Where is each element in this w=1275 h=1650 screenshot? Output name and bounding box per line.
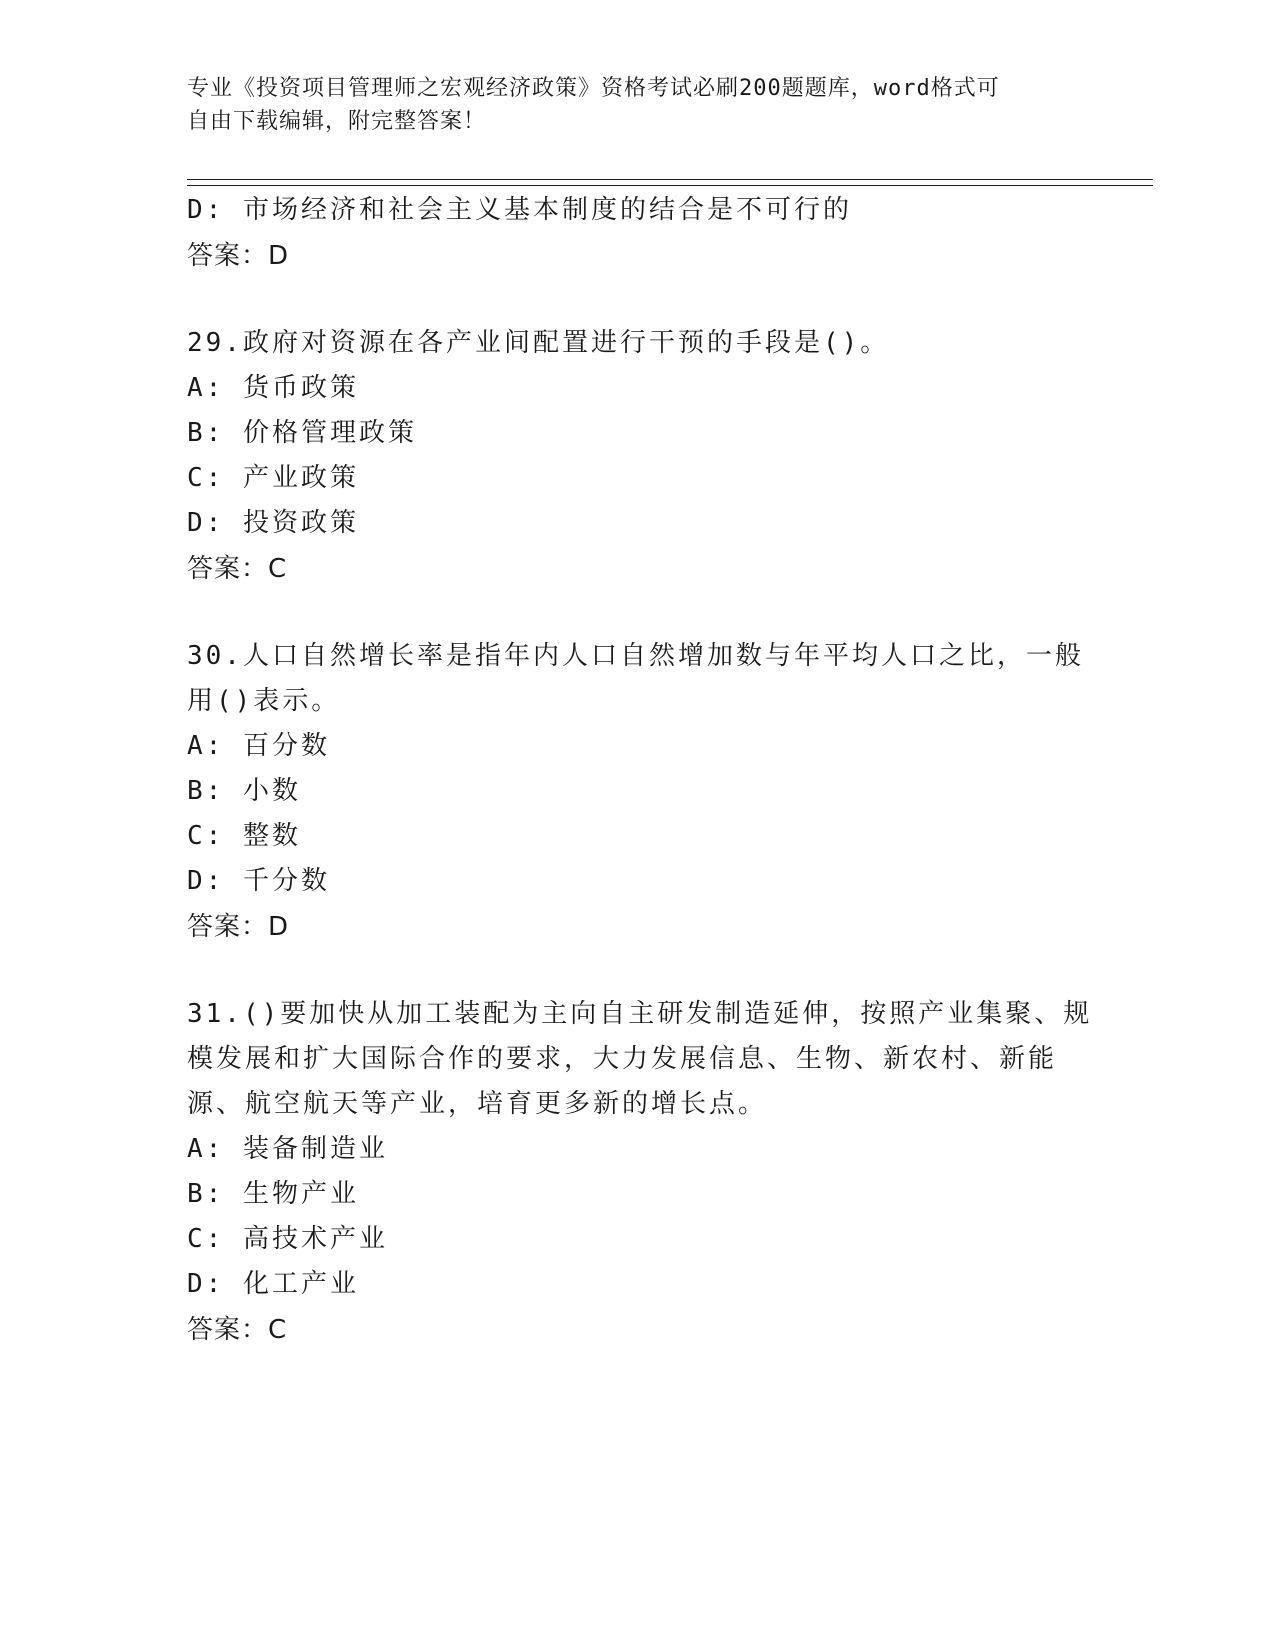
- option-b: B: 小数: [187, 776, 301, 806]
- option-b: B: 生物产业: [187, 1179, 359, 1209]
- header-line-1: 专业《投资项目管理师之宏观经济政策》资格考试必刷200题题库，word格式可: [187, 76, 1000, 101]
- answer-line: 答案：C: [187, 554, 288, 584]
- question-stem: 31.()要加快从加工装配为主向自主研发制造延伸，按照产业集聚、规: [187, 999, 1093, 1029]
- option-b: B: 价格管理政策: [187, 418, 417, 448]
- document-body: [187, 188, 1093, 1353]
- header-divider-bottom: [187, 185, 1153, 186]
- answer-line: 答案：D: [187, 241, 290, 271]
- previous-question-tail: [187, 188, 1087, 279]
- question-stem: 29.政府对资源在各产业间配置进行干预的手段是()。: [187, 328, 890, 358]
- option-d: D: 化工产业: [187, 1269, 359, 1299]
- question-stem: 30.人口自然增长率是指年内人口自然增加数与年平均人口之比，一般: [187, 641, 1084, 671]
- document-header: [187, 72, 1067, 138]
- option-d: D: 千分数: [187, 866, 330, 896]
- option-d: D: 市场经济和社会主义基本制度的结合是不可行的: [187, 195, 852, 225]
- answer-line: 答案：C: [187, 1315, 288, 1345]
- header-line-2: 自由下载编辑，附完整答案！: [187, 109, 487, 134]
- option-a: A: 装备制造业: [187, 1134, 388, 1164]
- option-a: A: 货币政策: [187, 373, 359, 403]
- option-c: C: 高技术产业: [187, 1224, 388, 1254]
- question-31: [187, 992, 1093, 1353]
- answer-line: 答案：D: [187, 912, 290, 942]
- option-c: C: 整数: [187, 821, 301, 851]
- option-d: D: 投资政策: [187, 508, 359, 538]
- question-29: [187, 321, 1087, 592]
- question-stem: 源、航空航天等产业，培育更多新的增长点。: [187, 1089, 768, 1119]
- option-c: C: 产业政策: [187, 463, 359, 493]
- question-stem: 模发展和扩大国际合作的要求，大力发展信息、生物、新农村、新能: [187, 1044, 1058, 1074]
- question-30: [187, 634, 1087, 950]
- question-stem: 用()表示。: [187, 686, 341, 716]
- header-divider-top: [187, 179, 1153, 180]
- option-a: A: 百分数: [187, 731, 330, 761]
